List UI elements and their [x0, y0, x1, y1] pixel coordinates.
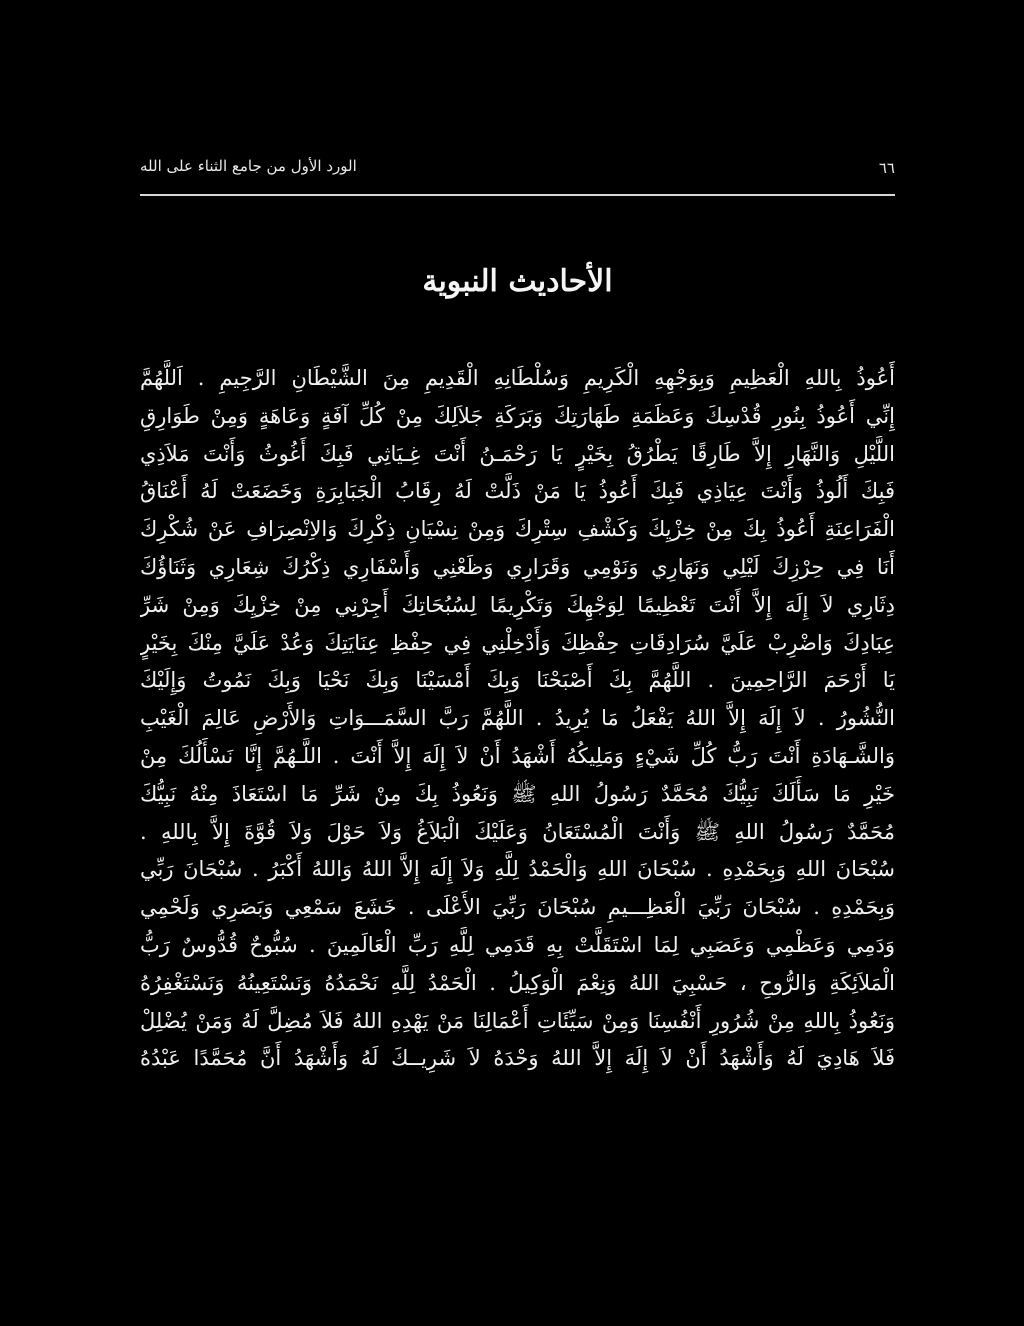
- text-line: النُّشُورُ . لاَ إِلَهَ إِلاَّ اللهُ يَفْعَلُ مَا يُرِيدُ . اللَّهُمَّ رَبَّ السَّمَـــوَاتِ وَالأَرْضِ عَالِمَ الْغَيْبِ: [140, 706, 895, 731]
- text-line: فَبِكَ أَلُوذُ وَأَنْتَ عِيَاذِي فَبِكَ أَعُوذُ يَا مَنْ ذَلَّتْ لَهُ رِقَابُ الْجَبَابِرَةِ وَخَضَعَتْ لَهُ أَعْنَاقُ: [140, 479, 895, 504]
- text-line: وَبِحَمْدِهِ . سُبْحَانَ رَبِّيَ الْعَظِـــيمِ سُبْحَانَ رَبِّيَ الأَعْلَى . خَشَعَ سَمْعِي وَبَصَرِي وَلَحْمِي: [140, 895, 895, 920]
- running-title: الورد الأول من جامع الثناء على الله: [140, 157, 357, 175]
- text-line: دِثَارِي لاَ إِلَهَ إِلاَّ أَنْتَ تَعْظِيمًا لِوَجْهِكَ وَتَكْرِيمًا لِسُبُحَاتِكَ أَجِرْنِي مِنْ خِزْيِكَ وَمِنْ شَرِّ: [140, 592, 895, 617]
- running-header: [140, 156, 895, 180]
- text-line: مُحَمَّدٌ رَسُولُ اللهِ ﷺ وَأَنْتَ الْمُسْتَعَانُ وَعَلَيْكَ الْبَلاَغُ وَلاَ حَوْلَ وَلاَ قُوَّةَ إِلاَّ بِاللهِ .: [140, 819, 895, 844]
- text-line: الْمَلاَئِكَةِ وَالرُّوحِ ، حَسْبِيَ اللهُ وَنِعْمَ الْوَكِيلُ . الْحَمْدُ لِلَّهِ نَحْمَدُهُ وَنَسْتَعِينُهُ وَنَسْتَغْفِرُهُ: [140, 970, 895, 995]
- text-line: سُبْحَانَ اللهِ وَبِحَمْدِهِ . سُبْحَانَ اللهِ وَالْحَمْدُ لِلَّهِ وَلاَ إِلَهَ إِلاَّ اللهُ وَاللهُ أَكْبَرُ . سُبْحَانَ رَبِّي: [140, 857, 895, 882]
- text-line: يَا أَرْحَمَ الرَّاحِمِينَ . اللَّهُمَّ بِكَ أَصْبَحْنَا وَبِكَ أَمْسَيْنَا وَبِكَ نَحْيَا وَبِكَ نَمُوتُ وَإِلَيْكَ: [140, 668, 895, 693]
- header-rule: [140, 194, 895, 196]
- text-line: وَنَعُوذُ بِاللهِ مِنْ شُرُورِ أَنْفُسِنَا وَمِنْ سَيِّئَاتِ أَعْمَالِنَا مَنْ يَهْدِهِ اللهُ فَلاَ مُضِلَّ لَهُ وَمَنْ يُضْلِلْ: [140, 1008, 895, 1033]
- text-line: عِبَادِكَ وَاضْرِبْ عَلَيَّ سُرَادِقَاتِ حِفْظِكَ وَأَدْخِلْنِي فِي حِفْظِ عِنَايَتِكَ وَعُدْ عَلَيَّ مِنْكَ بِخَيْرٍ: [140, 630, 895, 655]
- text-line: وَالشَّـهَادَةِ أَنْتَ رَبُّ كُلِّ شَيْءٍ وَمَلِيكُهُ أَشْهَدُ أَنْ لاَ إِلَهَ إِلاَّ أَنْتَ . اللَّـهُمَّ إِنَّا نَسْأَلُكَ مِنْ: [140, 743, 895, 768]
- body-text: [140, 360, 895, 1078]
- text-line: خَيْرِ مَا سَأَلَكَ نَبِيُّكَ مُحَمَّدٌ رَسُولُ اللهِ ﷺ وَنَعُوذُ بِكَ مِنْ شَرِّ مَا اسْتَعَاذَ مِنْهُ نَبِيُّكَ: [140, 781, 895, 806]
- section-heading: الأحاديث النبوية: [422, 264, 613, 299]
- text-line: وَدَمِي وَعَظْمِي وَعَصَبِي لِمَا اسْتَقَلَّتْ بِهِ قَدَمِي لِلَّهِ رَبِّ الْعَالَمِينَ . سُبُّوحٌ قُدُّوسٌ رَبُّ: [140, 932, 895, 957]
- text-line: أَعُوذُ بِاللهِ الْعَظِيمِ وَبِوَجْهِهِ الْكَرِيمِ وَسُلْطَانِهِ الْقَدِيمِ مِنَ الشَّيْطَانِ الرَّجِيمِ . اَللَّهُمَّ: [140, 366, 895, 390]
- text-line: فَلاَ هَادِيَ لَهُ وَأَشْهَدُ أَنْ لاَ إِلَهَ إِلاَّ اللهُ وَحْدَهُ لاَ شَرِيــكَ لَهُ وَأَشْهَدُ أَنَّ مُحَمَّدًا عَبْدُهُ: [140, 1046, 895, 1071]
- text-line: اللَّيْلِ وَالنَّهَارِ إِلاَّ طَارِقًا يَطْرُقُ بِخَيْرٍ يَا رَحْمَـنُ أَنْتَ غِـيَاثِي فَبِكَ أَغُوثُ وَأَنْتَ مَلاَذِي: [140, 441, 895, 466]
- page-number: ٦٦: [878, 159, 895, 177]
- text-line: الْفَرَاعِنَةِ أَعُوذُ بِكَ مِنْ خِزْيِكَ وَكَشْفِ سِتْرِكَ وَمِنْ نِسْيَانِ ذِكْرِكَ وَالاِنْصِرَافِ عَنْ شُكْرِكَ: [140, 517, 895, 542]
- text-line: أَنَا فِي حِرْزِكَ لَيْلِي وَنَهَارِي وَنَوْمِي وَقَرَارِي وَظَعْنِي وَأَسْفَارِي ذِكْرُكَ شِعَارِي وَثَنَاؤُكَ: [140, 554, 895, 579]
- text-line: إِنِّي أَعُوذُ بِنُورِ قُدْسِكَ وَعَظَمَةِ طَهَارَتِكَ وَبَرَكَةِ جَلاَلِكَ مِنْ كُلِّ آفَةٍ وَعَاهَةٍ وَمِنْ طَوَارِقِ: [140, 403, 895, 428]
